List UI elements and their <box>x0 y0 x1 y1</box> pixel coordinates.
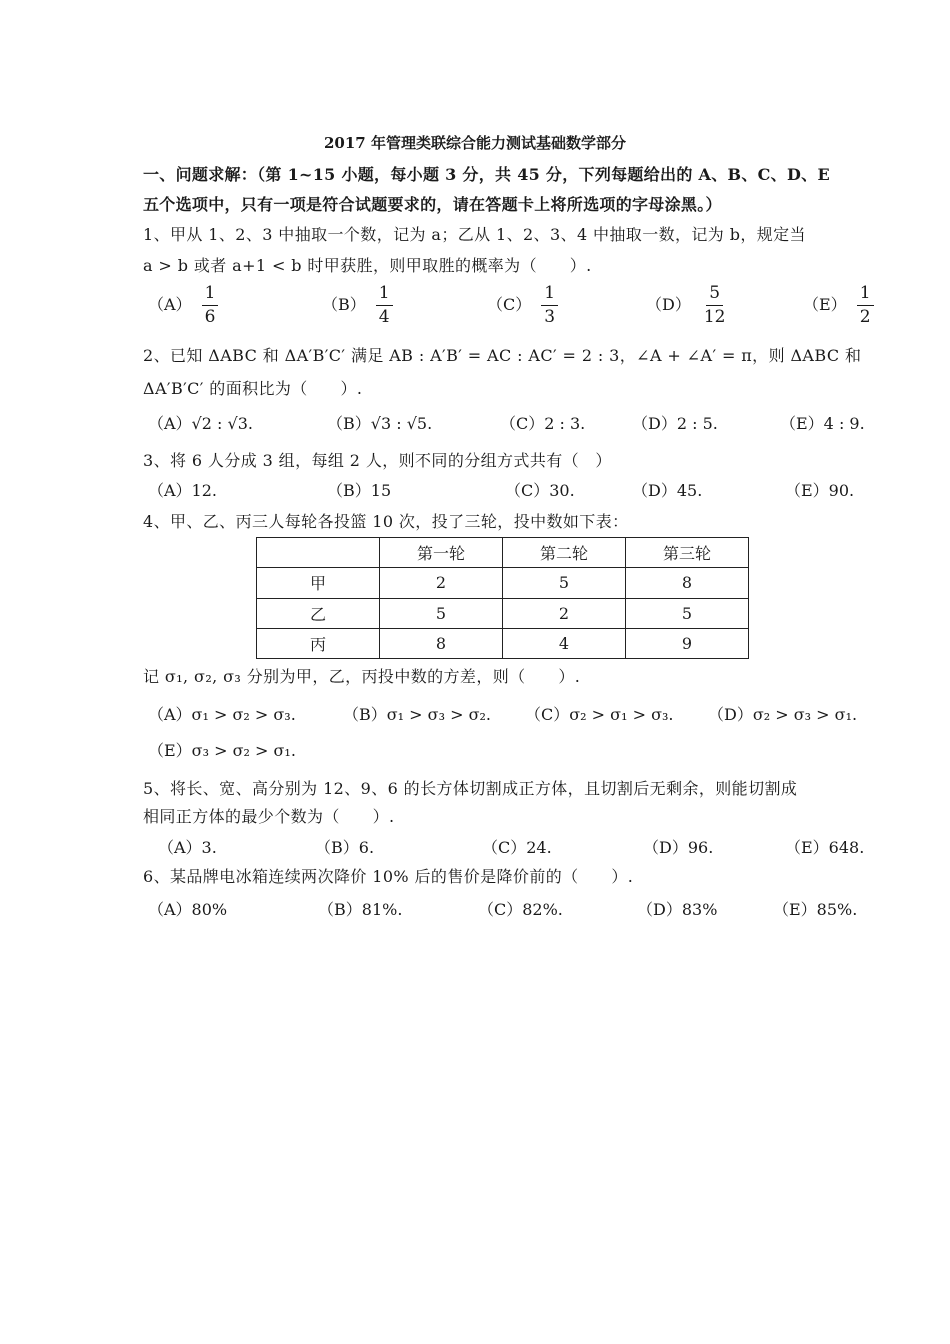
q6-option-c[interactable]: （C）82%. <box>478 900 563 919</box>
numerator: 1 <box>202 284 219 306</box>
q1-option-a[interactable] <box>148 284 218 326</box>
q5-line2: 相同正方体的最少个数为（ ）. <box>143 807 395 826</box>
q1-line1: 1、甲从 1、2、3 中抽取一个数，记为 a；乙从 1、2、3、4 中抽取一数，记为 b，规定当 <box>143 225 806 244</box>
q6-option-d[interactable]: （D）83% <box>637 900 718 919</box>
q3-option-c[interactable]: （C）30. <box>505 481 575 500</box>
q2-option-b[interactable]: （B）√3 : √5. <box>327 414 433 433</box>
q2-line2: ΔA′B′C′ 的面积比为（ ）. <box>143 379 363 398</box>
q5-option-d[interactable]: （D）96. <box>643 838 714 857</box>
q3-option-a[interactable]: （A）12. <box>148 481 218 500</box>
denominator: 3 <box>544 306 556 327</box>
q2-option-d[interactable]: （D）2 : 5. <box>632 414 718 433</box>
q6-option-e[interactable]: （E）85%. <box>773 900 858 919</box>
table-header-cell: 第三轮 <box>626 538 749 568</box>
option-label: （D） <box>646 294 691 314</box>
denominator: 12 <box>703 306 726 327</box>
table-header-cell: 第一轮 <box>380 538 503 568</box>
q1-line2: a > b 或者 a+1 < b 时甲获胜，则甲取胜的概率为（ ）. <box>143 256 592 275</box>
q4-line1: 4、甲、乙、丙三人每轮各投篮 10 次，投了三轮，投中数如下表： <box>143 512 629 531</box>
q2-option-e[interactable]: （E）4 : 9. <box>780 414 865 433</box>
page-title: 2017 年管理类联综合能力测试基础数学部分 <box>324 134 626 152</box>
q5-line1: 5、将长、宽、高分别为 12、9、6 的长方体切割成正方体，且切割后无剩余，则能切割成 <box>143 779 798 798</box>
q5-option-e[interactable]: （E）648. <box>785 838 865 857</box>
table-header-cell: 第二轮 <box>503 538 626 568</box>
denominator: 6 <box>204 306 216 327</box>
table-cell: 2 <box>380 568 503 598</box>
numerator: 5 <box>706 284 723 306</box>
q4-line2: 记 σ₁, σ₂, σ₃ 分别为甲，乙，丙投中数的方差，则（ ）. <box>143 667 581 686</box>
table-cell: 4 <box>503 628 626 658</box>
q2-option-c[interactable]: （C）2 : 3. <box>500 414 586 433</box>
fraction <box>376 284 393 326</box>
q1-option-b[interactable] <box>322 284 393 326</box>
q4-option-e[interactable]: （E）σ₃ > σ₂ > σ₁. <box>148 741 296 760</box>
q3-option-e[interactable]: （E）90. <box>785 481 855 500</box>
table-cell: 甲 <box>257 568 380 598</box>
q1-option-c[interactable] <box>487 284 558 326</box>
denominator: 2 <box>859 306 871 327</box>
table-header-row <box>257 538 749 568</box>
table-cell: 9 <box>626 628 749 658</box>
option-label: （B） <box>322 294 366 314</box>
q6-line1: 6、某品牌电冰箱连续两次降价 10% 后的售价是降价前的（ ）. <box>143 867 634 886</box>
q3-line1: 3、将 6 人分成 3 组，每组 2 人，则不同的分组方式共有（ ） <box>143 451 612 470</box>
table-row <box>257 568 749 598</box>
score-table <box>256 537 749 659</box>
table-cell: 乙 <box>257 598 380 628</box>
q5-option-a[interactable]: （A）3. <box>158 838 217 857</box>
table-cell: 5 <box>503 568 626 598</box>
q2-line1: 2、已知 ΔABC 和 ΔA′B′C′ 满足 AB : A′B′ = AC : AC′ = 2 : 3，∠A + ∠A′ = π，则 ΔABC 和 <box>143 346 862 365</box>
q5-option-b[interactable]: （B）6. <box>315 838 375 857</box>
numerator: 1 <box>541 284 558 306</box>
q4-option-a[interactable]: （A）σ₁ > σ₂ > σ₃. <box>148 705 296 724</box>
table-cell: 5 <box>380 598 503 628</box>
option-label: （A） <box>148 294 192 314</box>
fraction <box>202 284 219 326</box>
fraction <box>541 284 558 326</box>
numerator: 1 <box>857 284 874 306</box>
section-instructions-line2: 五个选项中，只有一项是符合试题要求的，请在答题卡上将所选项的字母涂黑。） <box>143 195 722 214</box>
q3-option-d[interactable]: （D）45. <box>632 481 703 500</box>
option-label: （C） <box>487 294 532 314</box>
table-cell: 8 <box>626 568 749 598</box>
table-cell: 2 <box>503 598 626 628</box>
table-row <box>257 628 749 658</box>
q2-option-a[interactable]: （A）√2 : √3. <box>148 414 253 433</box>
denominator: 4 <box>378 306 390 327</box>
table-cell: 8 <box>380 628 503 658</box>
section-instructions-line1: 一、问题求解：（第 1~15 小题，每小题 3 分，共 45 分，下列每题给出的 A、B、C、D、E <box>143 165 830 184</box>
q5-option-c[interactable]: （C）24. <box>482 838 552 857</box>
table-row <box>257 598 749 628</box>
option-label: （E） <box>803 294 847 314</box>
fraction <box>701 284 729 326</box>
q4-option-d[interactable]: （D）σ₂ > σ₃ > σ₁. <box>708 705 858 724</box>
q6-option-b[interactable]: （B）81%. <box>318 900 403 919</box>
table-cell: 5 <box>626 598 749 628</box>
q1-option-e[interactable] <box>803 284 874 326</box>
table-header-cell <box>257 538 380 568</box>
q6-option-a[interactable]: （A）80% <box>148 900 228 919</box>
q1-option-d[interactable] <box>646 284 728 326</box>
q3-option-b[interactable]: （B）15 <box>327 481 392 500</box>
table-cell: 丙 <box>257 628 380 658</box>
numerator: 1 <box>376 284 393 306</box>
fraction <box>857 284 874 326</box>
q4-option-b[interactable]: （B）σ₁ > σ₃ > σ₂. <box>343 705 492 724</box>
q4-option-c[interactable]: （C）σ₂ > σ₁ > σ₃. <box>525 705 674 724</box>
